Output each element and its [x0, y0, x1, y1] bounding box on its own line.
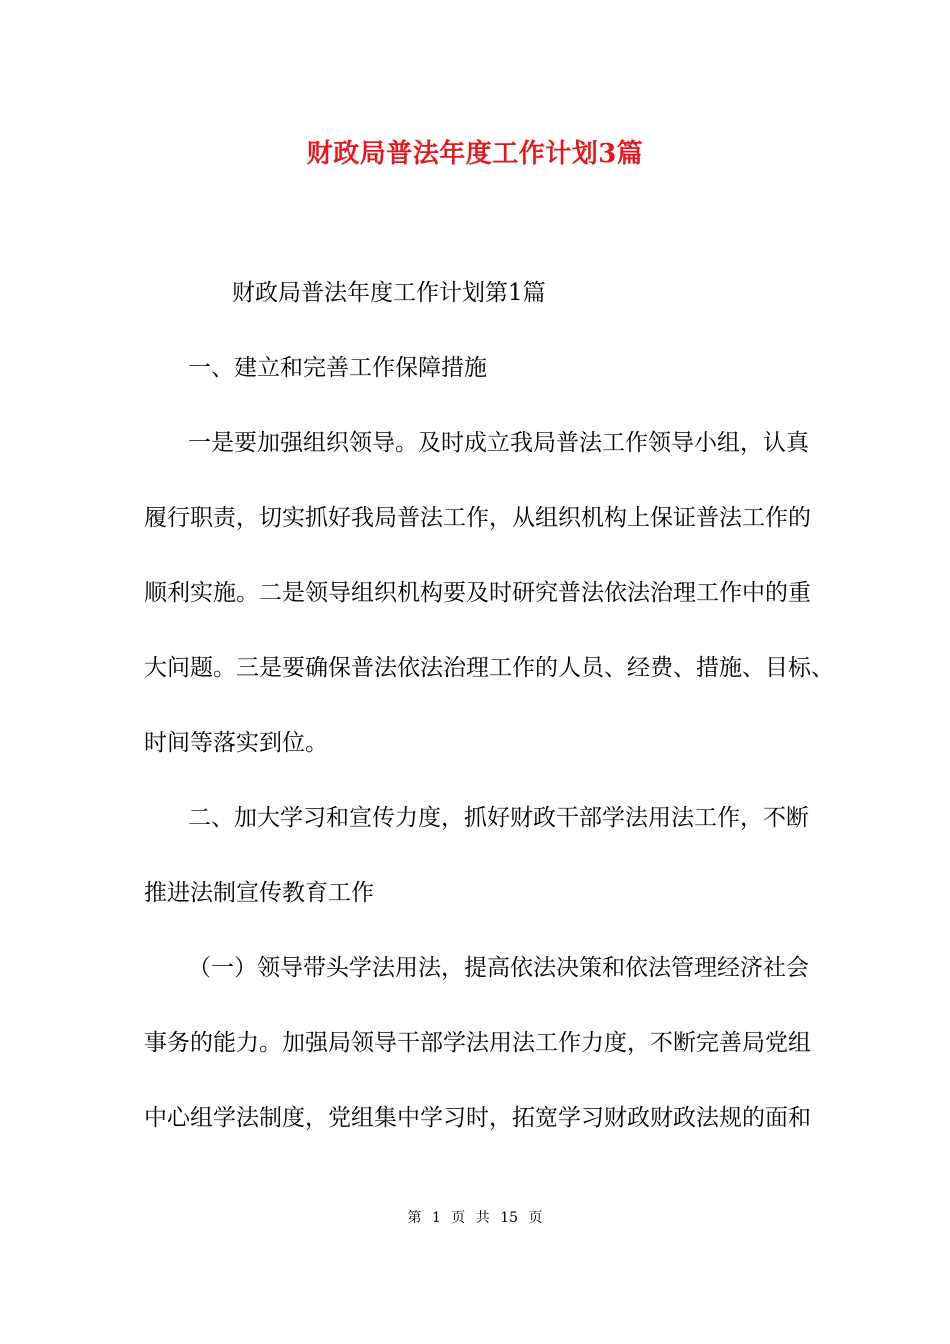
- page-number-footer: 第 1 页 共 15 页: [407, 1210, 543, 1226]
- section-heading-2: 二、加大学习和宣传力度，抓好财政干部学法用法工作，不断: [188, 805, 809, 831]
- paragraph-line: （一）领导带头学法用法，提高依法决策和依法管理经济社会: [188, 955, 809, 981]
- paragraph-line: 中心组学法制度，党组集中学习时，拓宽学习财政财政法规的面和: [144, 1105, 811, 1131]
- paragraph-line: 一是要加强组织领导。及时成立我局普法工作领导小组，认真: [188, 430, 809, 456]
- paragraph-line: 事务的能力。加强局领导干部学法用法工作力度，不断完善局党组: [144, 1030, 811, 1056]
- paragraph-line: 履行职责，切实抓好我局普法工作，从组织机构上保证普法工作的: [144, 505, 811, 531]
- paragraph-line: 顺利实施。二是领导组织机构要及时研究普法依法治理工作中的重: [144, 580, 811, 606]
- section-heading-part1: 财政局普法年度工作计划第1篇: [232, 280, 546, 306]
- paragraph-line: 大问题。三是要确保普法依法治理工作的人员、经费、措施、目标、: [144, 655, 834, 681]
- section-heading-2-cont: 推进法制宣传教育工作: [144, 880, 374, 906]
- document-title: 财政局普法年度工作计划3篇: [306, 139, 644, 169]
- section-heading-1: 一、建立和完善工作保障措施: [188, 355, 487, 381]
- paragraph-line: 时间等落实到位。: [144, 730, 328, 756]
